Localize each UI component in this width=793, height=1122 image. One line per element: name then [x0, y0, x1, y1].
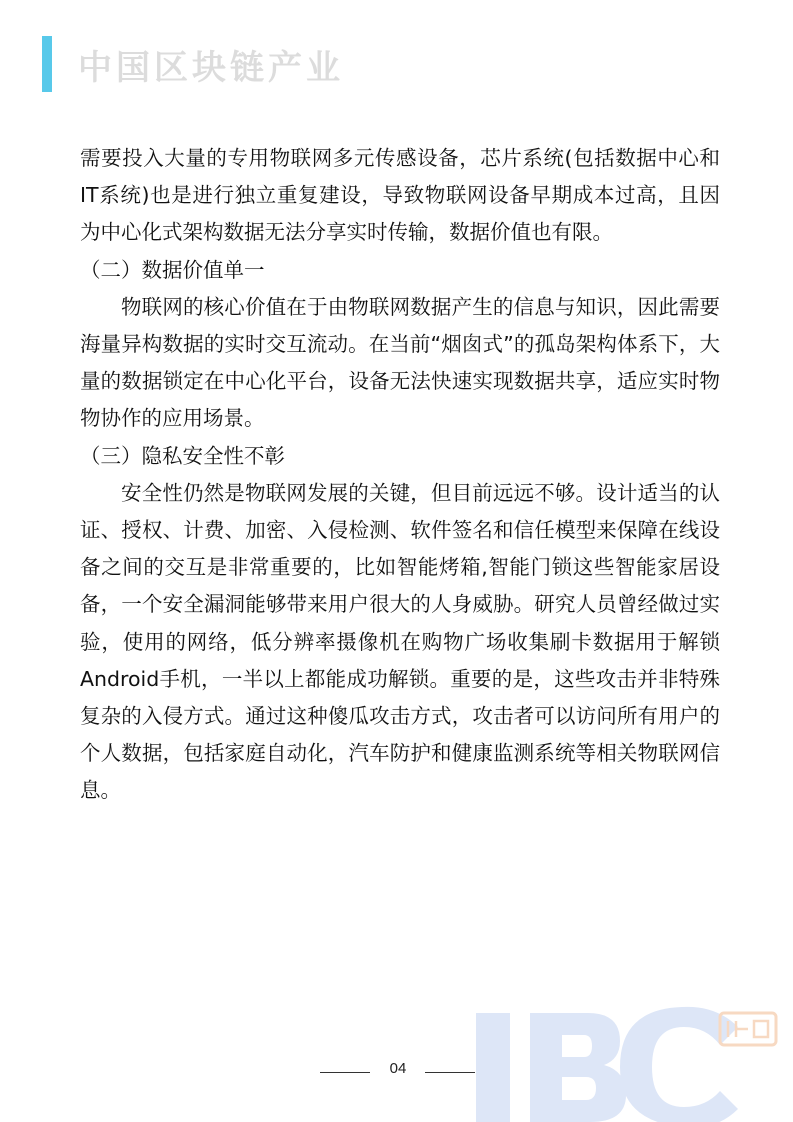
paragraph-privacy-security: 安全性仍然是物联网发展的关键，但目前远远不够。设计适当的认证、授权、计费、加密、入侵检测、软件签名和信任模型来保障在线设备之间的交互是非常重要的，比如智能烤箱,智能门锁这些智能家居设备，一个安全漏洞能够带来用户很大的人身威胁。研究人员曾经做过实验，使用的网络，低分辨率摄像机在购物广场收集刷卡数据用于解锁Android手机，一半以上都能成功解锁。重要的是，这些攻击并非特殊复杂的入侵方式。通过这种傻瓜攻击方式，攻击者可以访问所有用户的个人数据，包括家庭自动化，汽车防护和健康监测系统等相关物联网信息。 — [80, 480, 720, 803]
footer-rule-left — [320, 1072, 370, 1073]
page-number: 04 — [389, 1060, 407, 1077]
page-footer — [0, 1058, 793, 1088]
document-body — [80, 140, 720, 810]
header-accent-bar — [42, 36, 52, 92]
paragraph-data-value: 物联网的核心价值在于由物联网数据产生的信息与知识，因此需要海量异构数据的实时交互流动。在当前“烟囱式”的孤岛架构体系下，大量的数据锁定在中心化平台，设备无法快速实现数据共享，适应实时物物协作的应用场景。 — [80, 294, 720, 431]
paragraph-continuation: 需要投入大量的专用物联网多元传感设备，芯片系统(包括数据中心和IT系统)也是进行独立重复建设，导致物联网设备早期成本过高，且因为中心化式架构数据无法分享实时传输，数据价值也有限。 — [80, 146, 720, 245]
page-header — [42, 36, 344, 92]
section-heading-2: （二）数据价值单一 — [80, 257, 265, 282]
section-heading-3: （三）隐私安全性不彰 — [80, 443, 285, 468]
header-title: 中国区块链产业 — [78, 47, 344, 88]
footer-rule-right — [425, 1072, 475, 1073]
